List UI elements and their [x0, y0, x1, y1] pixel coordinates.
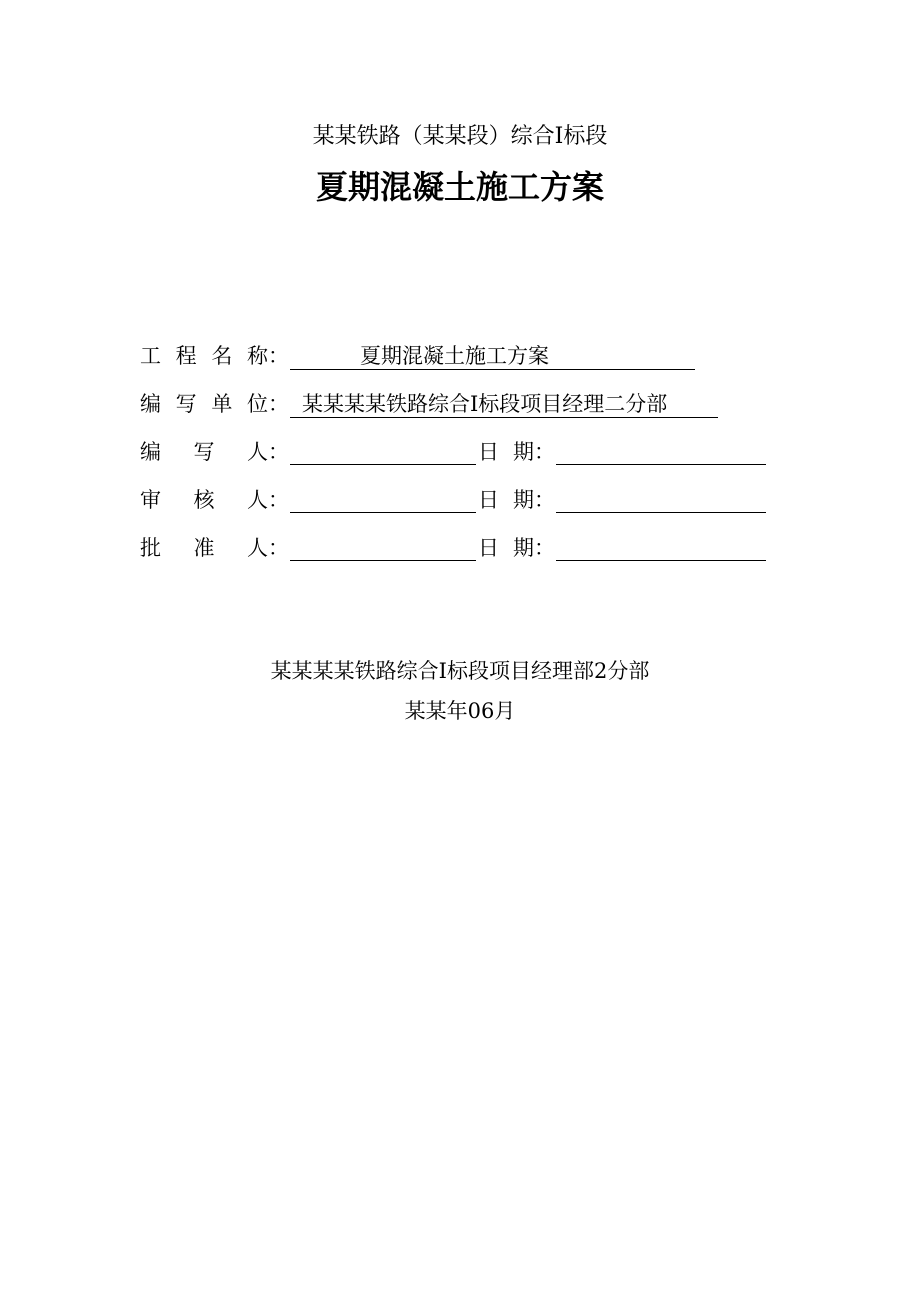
- writer-date-label: 日 期 ：: [478, 440, 555, 464]
- writing-unit-row: [140, 389, 740, 419]
- writer-row: [140, 437, 766, 467]
- project-name-label: 工 程 名 称 ：: [140, 344, 289, 368]
- reviewer-label: 审 核 人 ：: [140, 488, 289, 512]
- approver-signature-blank[interactable]: [290, 533, 476, 561]
- project-name-value: 夏期混凝土施工方案: [290, 341, 695, 370]
- writer-date-blank[interactable]: [556, 437, 766, 465]
- approver-date-label: 日 期 ：: [478, 536, 555, 560]
- reviewer-signature-blank[interactable]: [290, 485, 476, 513]
- document-title: 夏期混凝土施工方案: [315, 168, 604, 206]
- footer-date: 某某年06月: [404, 699, 516, 723]
- approver-row: [140, 533, 766, 563]
- footer-organization: 某某某某铁路综合Ⅰ标段项目经理部2分部: [270, 659, 650, 683]
- writing-unit-value: 某某某某铁路综合Ⅰ标段项目经理二分部: [290, 389, 718, 418]
- reviewer-date-label: 日 期 ：: [478, 488, 555, 512]
- reviewer-date-blank[interactable]: [556, 485, 766, 513]
- writing-unit-label: 编 写 单 位 ：: [140, 392, 289, 416]
- project-subtitle: 某某铁路（某某段）综合Ⅰ标段: [312, 124, 608, 149]
- approver-label: 批 准 人 ：: [140, 536, 289, 560]
- writer-label: 编 写 人 ：: [140, 440, 289, 464]
- reviewer-row: [140, 485, 766, 515]
- writer-signature-blank[interactable]: [290, 437, 476, 465]
- approver-date-blank[interactable]: [556, 533, 766, 561]
- project-name-row: [140, 341, 700, 371]
